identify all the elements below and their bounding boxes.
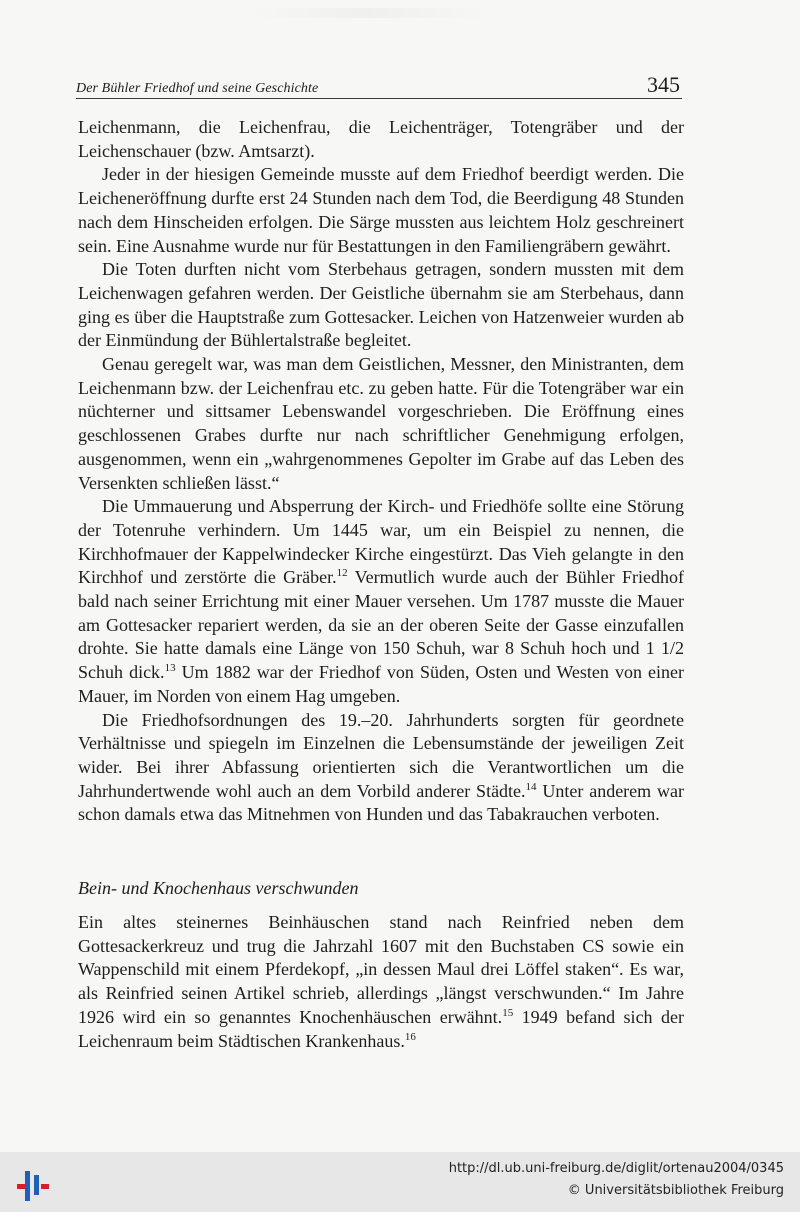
paragraph-4: Genau geregelt war, was man dem Geistlichen, Messner, den Ministranten, dem Leichenmann bzw. der Leichenfrau etc. zu geben hatte. Für die Totengräber war ein nüchterner und sittsamer Lebenswandel vorgeschrieben. Die Eröffnung eines geschlossenen Grabes durfte nur nach schriftlicher Genehmigung erfolgen, ausgenommen, wenn ein „wahrgenommenes Gepolter im Grabe auf das Leben des Versenkten schließen lässt.“ (78, 354, 684, 493)
fraction-half: 1/2 (660, 638, 684, 659)
paragraph-6 (78, 709, 684, 828)
paragraph-7-part-1: Ein altes steinernes Beinhäuschen stand nach Reinfried neben dem Gottesackerkreuz und trug die Jahrzahl 1607 mit den Buchstaben CS sowie ein Wappenschild mit einem Pferdekopf, „in dessen Maul drei Löffel staken“. Es war, als Reinfried seinen Artikel schrieb, allerdings „längst verschwunden.“ Im Jahre 1926 wird ein so genanntes Knochenhäuschen erwähnt. (78, 912, 684, 1027)
paragraph-5-part-1: Die Ummauerung und Absperrung der Kirch- und Friedhöfe sollte eine Störung der Totenruhe verhindern. Um 1445 war, um ein Beispiel zu nennen, die Kirchhofmauer der Kappelwindecker Kirche eingestürzt. Das Vieh gelangte in den Kirchhof und zerstörte die Gräber. (78, 496, 684, 588)
viewer-footer (0, 1152, 800, 1212)
paragraph-3: Die Toten durften nicht vom Sterbehaus getragen, sondern mussten mit dem Leichenwagen gefahren werden. Der Geistliche übernahm sie am Sterbehaus, dann ging es über die Hauptstraße zum Gottesacker. Leichen von Hatzenweier wurden ab der Einmündung der Bühlertalstraße begleitet. (78, 259, 684, 351)
footer-url: http://dl.ub.uni-freiburg.de/diglit/ortenau2004/0345 (448, 1161, 784, 1176)
running-title: Der Bühler Friedhof und seine Geschichte (76, 81, 319, 96)
footnote-16: 16 (404, 1030, 416, 1043)
paragraph-2: Jeder in der hiesigen Gemeinde musste auf dem Friedhof beerdigt werden. Die Leicheneröffnung durfte erst 24 Stunden nach dem Tod, die Beerdigung 48 Stunden nach dem Hinscheiden erfolgen. Die Särge mussten aus leichtem Holz geschreinert sein. Eine Ausnahme wurde nur für Bestattungen in den Familiengräbern gewährt. (78, 164, 684, 256)
running-header (76, 74, 682, 99)
section-heading: Bein- und Knochenhaus verschwunden (78, 878, 359, 898)
scan-mark (250, 8, 490, 18)
paragraph-5-part-4: Um 1882 war der Friedhof von Süden, Osten und Westen von einer Mauer, im Norden von einem Hag umgeben. (78, 662, 684, 706)
paragraph-1: Leichenmann, die Leichenfrau, die Leichenträger, Totengräber und der Leichenschauer (bzw. Amtsarzt). (78, 117, 684, 161)
page-number: 345 (647, 72, 680, 97)
footnote-13: 13 (164, 662, 176, 675)
footnote-14: 14 (525, 780, 537, 793)
library-logo-icon (11, 1162, 53, 1204)
paragraph-5-part-3: Schuh dick. (78, 662, 165, 683)
paragraph-5 (78, 495, 684, 708)
main-text (78, 116, 684, 827)
paragraph-6-part-2: Unter anderem war schon damals etwa das Mitnehmen von Hunden und das Tabakrauchen verboten. (78, 780, 684, 825)
paragraph-7 (78, 911, 684, 1053)
paragraph-7-part-2: 1949 befand sich der Leichenraum beim Städtischen Krankenhaus. (78, 1006, 685, 1051)
footnote-12: 12 (336, 567, 348, 580)
paragraph-5-part-2: Vermutlich wurde auch der Bühler Friedhof bald nach seiner Errichtung mit einer Mauer versehen. Um 1787 musste die Mauer am Gottesacker repariert werden, da sie an der oberen Seite der Gasse einzufallen drohte. Sie hatte damals eine Länge von 150 Schuh, war 8 Schuh hoch und 1 (78, 567, 684, 659)
footnote-15: 15 (502, 1006, 514, 1019)
section-text (78, 911, 684, 1053)
paragraph-6-part-1: Die Friedhofsordnungen des 19.–20. Jahrhunderts sorgten für geordnete Verhältnisse und spiegeln im Einzelnen die Lebensumstände der jeweiligen Zeit wider. Bei ihrer Abfassung orientierten sich die Verantwortlichen um die Jahrhundertwende wohl auch an dem Vorbild anderer Städte. (78, 709, 684, 801)
footer-copyright: © Universitätsbibliothek Freiburg (567, 1183, 784, 1198)
